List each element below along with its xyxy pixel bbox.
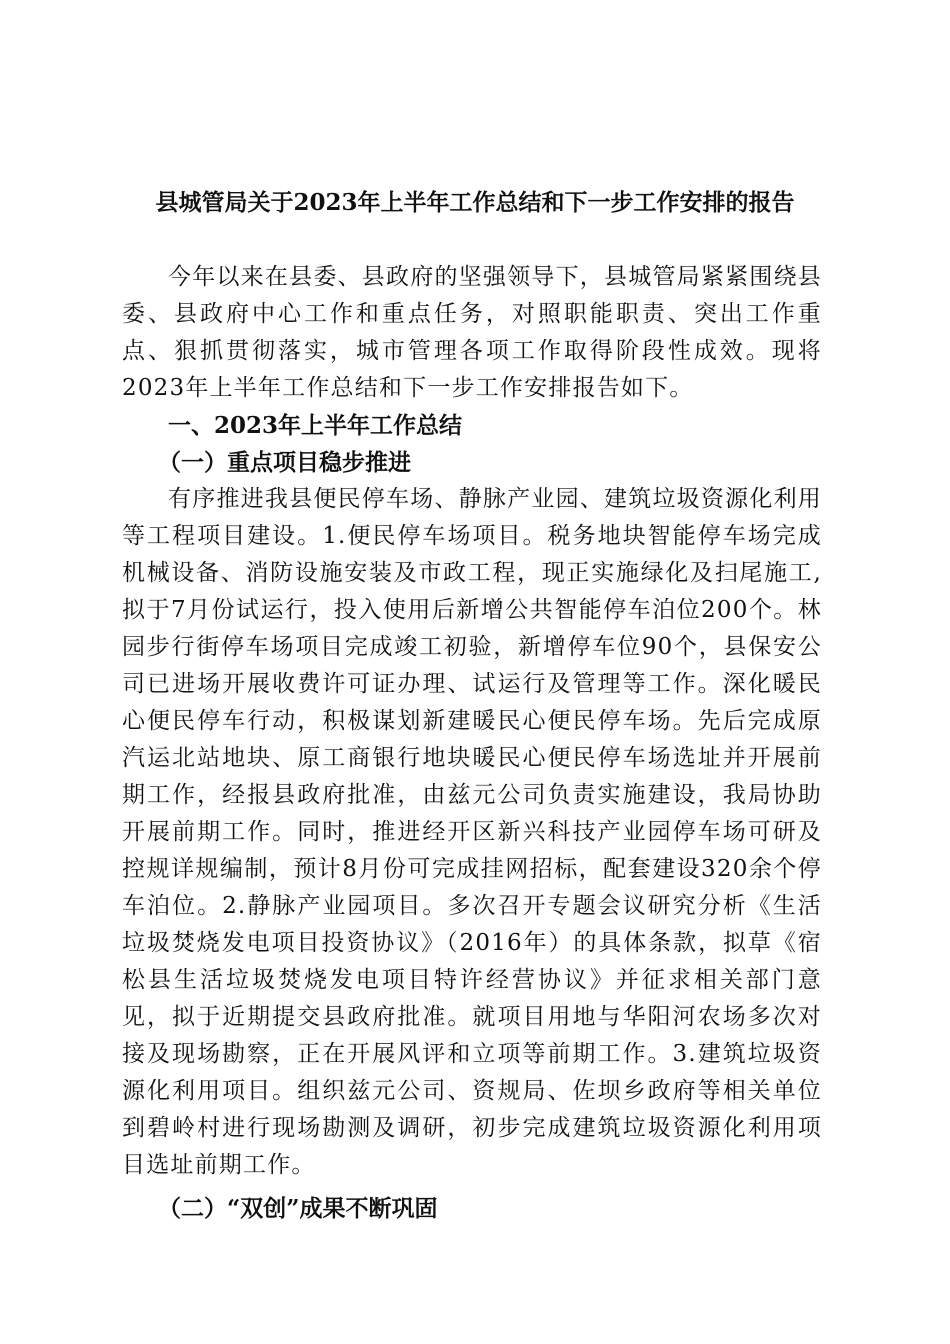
section-heading-1: 一、2023年上半年工作总结 (168, 412, 463, 439)
subsection-1-paragraph: 有序推进我县便民停车场、静脉产业园、建筑垃圾资源化利用等工程项目建设。1.便民停车场项目。税务地块智能停车场完成机械设备、消防设施安装及市政工程，现正实施绿化及扫尾施工,拟于7月份试运行，投入使用后新增公共智能停车泊位200个。林园步行街停车场项目完成竣工初验，新增停车位90个，县保安公司已进场开展收费许可证办理、试运行及管理等工作。深化暖民心便民停车行动，积极谋划新建暖民心便民停车场。先后完成原汽运北站地块、原工商银行地块暖民心便民停车场选址并开展前期工作，经报县政府批准，由兹元公司负责实施建设，我局协助开展前期工作。同时，推进经开区新兴科技产业园停车场可研及控规详规编制，预计8月份可完成挂网招标，配套建设320余个停车泊位。2.静脉产业园项目。多次召开专题会议研究分析《生活垃圾焚烧发电项目投资协议》（2016年）的具体条款，拟草《宿松县生活垃圾焚烧发电项目特许经营协议》并征求相关部门意见，拟于近期提交县政府批准。就项目用地与华阳河农场多次对接及现场勘察，正在开展风评和立项等前期工作。3.建筑垃圾资源化利用项目。组织兹元公司、资规局、佐坝乡政府等相关单位到碧岭村进行现场勘测及调研，初步完成建筑垃圾资源化利用项目选址前期工作。 (122, 486, 822, 1178)
document-body (122, 259, 822, 1227)
document-title: 县城管局关于2023年上半年工作总结和下一步工作安排的报告 (155, 189, 795, 216)
subsection-heading-2: （二）“双创”成果不断巩固 (158, 1195, 438, 1222)
subsection-heading-1: （一）重点项目稳步推进 (158, 449, 411, 476)
intro-paragraph: 今年以来在县委、县政府的坚强领导下，县城管局紧紧围绕县委、县政府中心工作和重点任务，对照职能职责、突出工作重点、狠抓贯彻落实，城市管理各项工作取得阶段性成效。现将2023年上半年工作总结和下一步工作安排报告如下。 (122, 264, 822, 401)
